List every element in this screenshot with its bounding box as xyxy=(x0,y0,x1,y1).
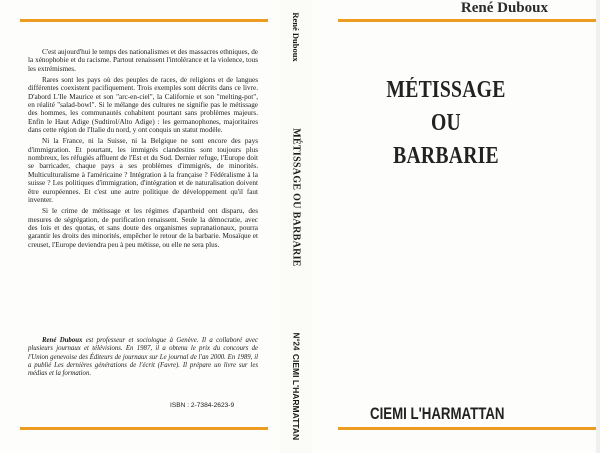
title-line: OU xyxy=(430,110,462,136)
author-bio xyxy=(28,337,258,378)
front-cover xyxy=(312,0,600,453)
front-author: René Duboux xyxy=(460,0,548,16)
back-top-accent-bar xyxy=(20,19,268,22)
isbn: ISBN : 2-7384-2623-9 xyxy=(170,402,235,409)
back-cover xyxy=(0,0,280,453)
front-publisher: CIEMI L'HARMATTAN xyxy=(370,404,505,423)
bio-text: est professeur et sociologue à Genève. Il a collaboré avec plusieurs journaux et télévisions. En 1987, il a obtenu le prix du concours de l'Union genevoise des Éditeurs de journaux sur Le journal de l'an 2000. En 1989, il a publié Les dernières générations de l'écrit (Favre). Il prépare un livre sur les médias et la formation. xyxy=(28,337,258,378)
title-line: BARBARIE xyxy=(393,143,499,169)
blurb-paragraph: Ni la France, ni la Suisse, ni la Belgique ne sont encore des pays d'immigration. Et pourtant, les immigrés clandestins sont toujours plus nombreux, les réfugiés affluent de l'Est et du Sud. Dernier refuge, l'Europe doit se barricader, chaque pays a ses problèmes d'immigrés, de minorités. Multiculturalisme à l'américaine ? Intégration à la française ? Fédéralisme à la suisse ? Les politiques d'immigration, d'intégration et de naturalisation doivent être européennes. Et c'est une autre politique de développement qu'il faut inventer. xyxy=(28,137,258,205)
page-edge xyxy=(596,0,600,453)
blurb-paragraph: Si le crime de métissage et les régimes d'apartheid ont disparu, des mesures de ségrégation, de purification renaissent. Seule la démocratie, avec des lois et des quotas, et sans doute des organismes supranationaux, pourra garantir les droits des minorités, empêcher le retour de la barbarie. Mosaïque et creuset, l'Europe deviendra peu à peu métisse, ou elle ne sera plus. xyxy=(28,207,258,249)
back-bottom-accent-bar xyxy=(20,427,268,430)
spine-author: René Duboux xyxy=(291,12,301,62)
back-cover-blurb xyxy=(28,48,258,252)
spine-title: MÉTISSAGE OU BARBARIE xyxy=(290,128,302,267)
spine-publisher: CIEMI L'HARMATTAN xyxy=(291,353,301,441)
front-bottom-accent-bar xyxy=(338,427,600,430)
title-line: MÉTISSAGE xyxy=(386,77,506,103)
spine xyxy=(280,0,312,453)
spine-series-number: N°24 xyxy=(291,332,301,351)
blurb-paragraph: C'est aujourd'hui le temps des nationalismes et des massacres ethniques, de la xénophobie et du racisme. Partout renaissent l'intolérance et la violence, tous les extrémismes. xyxy=(28,48,258,73)
blurb-paragraph: Rares sont les pays où des peuples de races, de religions et de langues différentes coexistent pacifiquement. Trois exemples sont décrits dans ce livre. D'abord L'Ile Maurice et son "arc-en-ciel", la Californie et son "melting-pot", en réalité "salad-bowl". Si le mélange des cultures ne signifie pas le métissage des hommes, les communautés cohabitent pourtant sans problèmes majeurs. Enfin le Haut Adige (Sudtirol/Alto Adige) : les germanophones, majoritaires dans cette région de l'Italie du nord, y ont conquis un statut modèle. xyxy=(28,75,258,135)
front-top-accent-bar xyxy=(338,19,600,22)
bio-author-name: René Duboux xyxy=(42,337,83,344)
front-title xyxy=(353,74,540,173)
